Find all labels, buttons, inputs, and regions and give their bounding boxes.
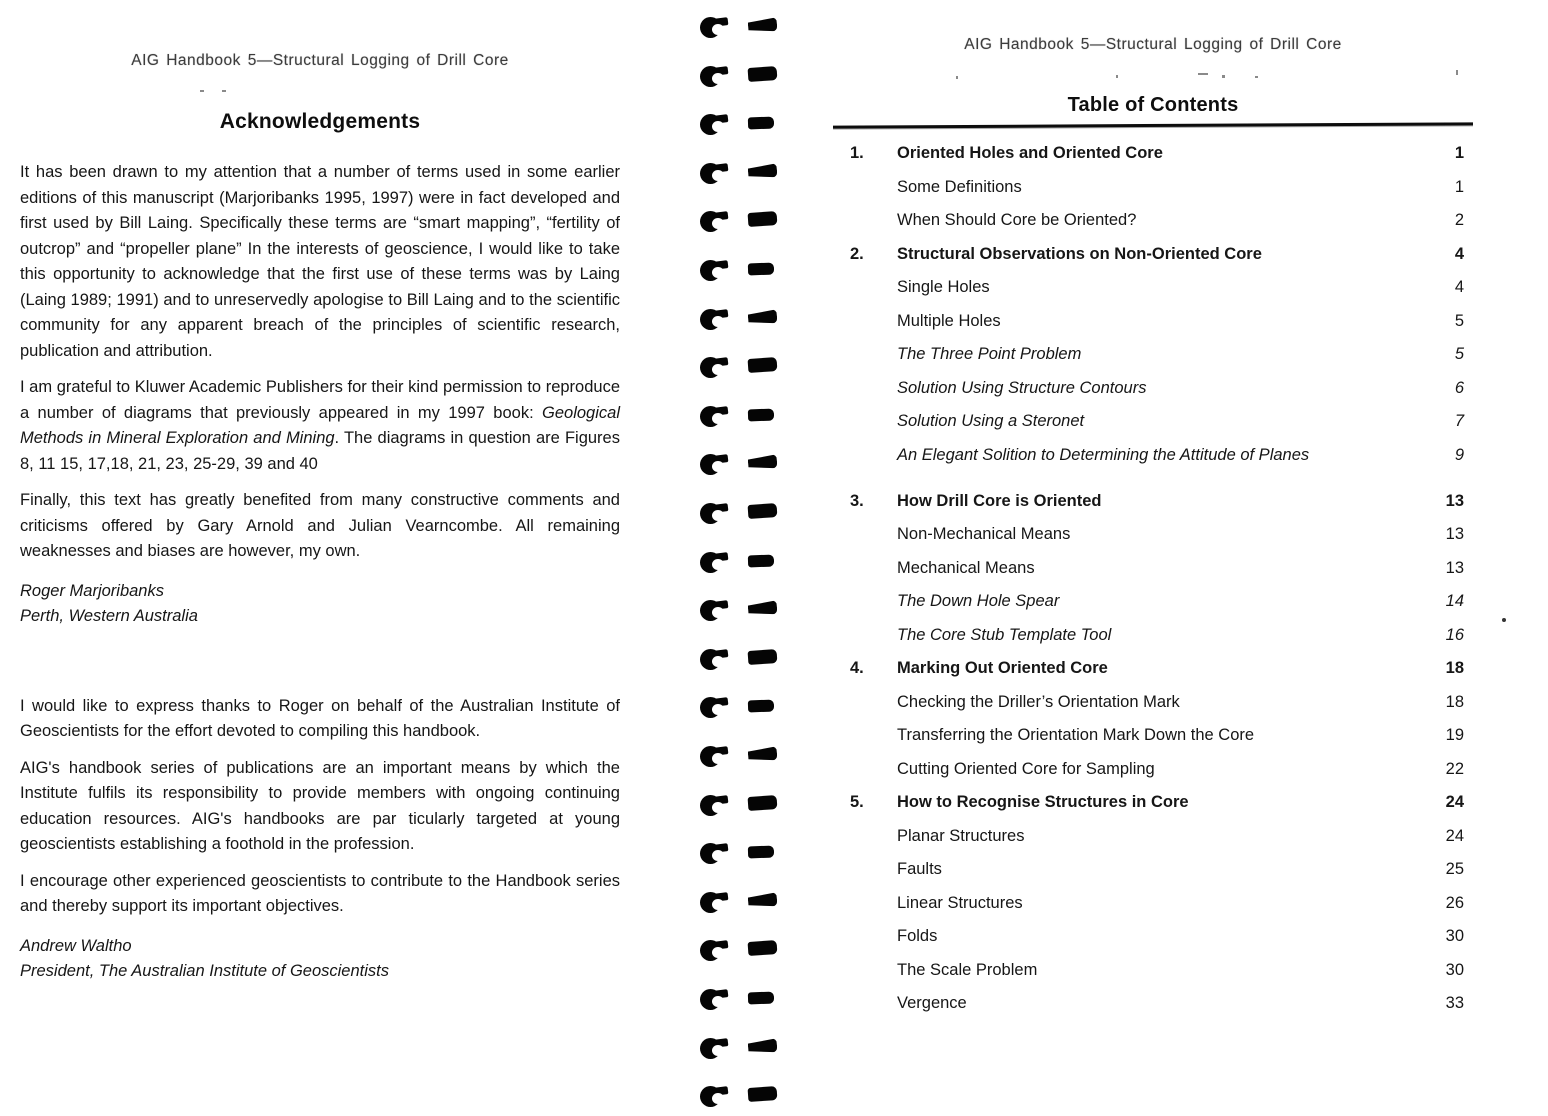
toc-entry-title: Solution Using Structure Contours — [897, 378, 1147, 397]
binding-mark-left-icon — [700, 986, 734, 1010]
binding-loop — [694, 937, 786, 963]
toc-entry-title: Some Definitions — [897, 177, 1022, 196]
scan-speck — [200, 90, 204, 92]
toc-title: Table of Contents — [1067, 94, 1239, 116]
toc-entry-title: Oriented Holes and Oriented Core — [897, 144, 1163, 162]
binding-mark-right-icon — [748, 66, 778, 82]
toc-list — [833, 143, 1473, 1013]
signature-block: Roger Marjoribanks Perth, Western Australia — [20, 581, 198, 625]
toc-entry-title: The Three Point Problem — [897, 345, 1082, 363]
toc-entry-page-number: 30 — [1445, 927, 1464, 945]
toc-entry-title: Cutting Oriented Core for Sampling — [897, 759, 1155, 778]
toc-entry-row — [833, 725, 1473, 745]
toc-entry-page-number: 33 — [1445, 994, 1464, 1012]
right-running-head: AIG Handbook 5—Structural Logging of Drill Core — [964, 36, 1342, 53]
binding-mark-left-icon — [700, 549, 734, 573]
acknowledgements-body — [20, 160, 620, 985]
scan-speck — [1255, 76, 1258, 78]
binding-mark-right-icon — [748, 600, 778, 615]
toc-entry-page-number: 22 — [1445, 759, 1464, 778]
text-segment: AIG's handbook series of publications are an important means by which the Institute fulfils its responsibility to provide members with ongoing continuing education resources. AIG's handbooks are par ticularly targeted at young geoscientists establishing a foothold in the profession. — [20, 758, 620, 853]
toc-entry-row — [833, 411, 1473, 431]
signature-block: Andrew Waltho President, The Australian Institute of Geoscientists — [20, 936, 389, 980]
toc-entry-page-number: 25 — [1445, 860, 1464, 878]
binding-loop — [694, 257, 786, 283]
binding-mark-left-icon — [700, 14, 734, 38]
left-page — [20, 0, 620, 985]
toc-entry-title: Structural Observations on Non-Oriented Core — [897, 244, 1262, 263]
binding-mark-right-icon — [748, 357, 778, 373]
binding-mark-right-icon — [748, 409, 774, 422]
toc-entry-title: Planar Structures — [897, 826, 1025, 845]
left-running-head: AIG Handbook 5—Structural Logging of Drill Core — [131, 52, 509, 69]
toc-entry-page-number: 18 — [1445, 692, 1464, 711]
toc-section-row — [833, 491, 1473, 511]
binding-mark-right-icon — [748, 892, 778, 907]
binding-mark-left-icon — [700, 597, 734, 621]
binding-mark-right-icon — [748, 117, 774, 130]
toc-entry-row — [833, 960, 1473, 980]
binding-mark-left-icon — [700, 306, 734, 330]
toc-entry-page-number: 19 — [1445, 726, 1464, 744]
binding-loop — [694, 646, 786, 672]
toc-entry-title: Vergence — [897, 994, 967, 1012]
toc-entry-row — [833, 692, 1473, 712]
binding-loop — [694, 451, 786, 477]
binding-mark-left-icon — [700, 403, 734, 427]
toc-entry-page-number: 18 — [1445, 659, 1464, 677]
toc-entry-row — [833, 826, 1473, 846]
paragraph — [20, 160, 620, 364]
spiral-binding — [694, 0, 786, 1116]
binding-mark-left-icon — [700, 694, 734, 718]
toc-entry-title: Marking Out Oriented Core — [897, 659, 1108, 677]
binding-loop — [694, 597, 786, 623]
toc-entry-page-number: 14 — [1445, 592, 1464, 610]
toc-entry-page-number: 24 — [1445, 826, 1464, 845]
binding-mark-right-icon — [748, 163, 778, 178]
toc-section-row — [833, 143, 1473, 163]
binding-mark-right-icon — [748, 795, 778, 811]
binding-mark-right-icon — [748, 846, 774, 859]
toc-entry-row — [833, 210, 1473, 230]
binding-mark-left-icon — [700, 257, 734, 281]
binding-mark-right-icon — [748, 940, 778, 956]
text-segment: It has been drawn to my attention that a number of terms used in some earlier editions of this manuscript (Marjoribanks 1995, 1997) were in fact developed and first used by Bill Laing. Specifically these terms are “smart mapping”, “fertility of outcrop” and “propeller plane” In the interests of geoscience, I would like to take this opportunity to acknowledge that the first use of these terms was by Laing (Laing 1989; 1991) and to unreservedly apologise to Bill Laing and to the scientific community for any apparent breach of the principles of scientific research, publication and attribution. — [20, 163, 620, 360]
text-segment: I would like to express thanks to Roger on behalf of the Australian Institute of Geoscientists for the effort devoted to compiling this handbook. — [20, 696, 620, 740]
toc-entry-title: Multiple Holes — [897, 311, 1001, 330]
binding-loop — [694, 354, 786, 380]
toc-entry-page-number: 4 — [1454, 278, 1464, 296]
toc-entry-row — [833, 344, 1473, 364]
toc-entry-row — [833, 625, 1473, 645]
toc-entry-title: Solution Using a Steronet — [897, 412, 1085, 430]
binding-mark-right-icon — [748, 454, 778, 469]
toc-entry-row — [833, 926, 1473, 946]
toc-entry-title: Mechanical Means — [897, 558, 1035, 577]
binding-loop — [694, 111, 786, 137]
scan-speck — [1456, 70, 1458, 75]
binding-loop — [694, 792, 786, 818]
binding-mark-left-icon — [700, 160, 734, 184]
binding-mark-right-icon — [748, 746, 778, 761]
binding-loop — [694, 549, 786, 575]
acknowledgements-title: Acknowledgements — [219, 110, 421, 133]
toc-entry-title: Folds — [897, 927, 938, 945]
toc-entry-page-number: 1 — [1454, 177, 1464, 196]
binding-loop — [694, 840, 786, 866]
scan-speck — [222, 90, 226, 92]
binding-mark-left-icon — [700, 208, 734, 232]
toc-entry-page-number: 5 — [1454, 311, 1464, 330]
toc-entry-row — [833, 445, 1473, 465]
toc-entry-title: An Elegant Solition to Determining the Attitude of Planes — [897, 445, 1310, 464]
toc-entry-title: Transferring the Orientation Mark Down the Core — [897, 726, 1255, 744]
toc-section-number: 3. — [850, 491, 864, 510]
text-segment: Finally, this text has greatly benefited from many constructive comments and criticisms offered by Gary Arnold and Julian Vearncombe. All remaining weaknesses and biases are however, my own. — [20, 491, 620, 560]
binding-mark-left-icon — [700, 937, 734, 961]
toc-entry-row — [833, 378, 1473, 398]
binding-mark-left-icon — [700, 1083, 734, 1107]
toc-entry-row — [833, 524, 1473, 544]
toc-entry-title: Non-Mechanical Means — [897, 525, 1071, 543]
toc-entry-row — [833, 759, 1473, 779]
toc-entry-title: How Drill Core is Oriented — [897, 491, 1102, 510]
binding-mark-left-icon — [700, 743, 734, 767]
paragraph — [20, 375, 620, 477]
toc-entry-page-number: 16 — [1445, 625, 1464, 644]
toc-entry-row — [833, 893, 1473, 913]
binding-mark-right-icon — [748, 992, 774, 1005]
binding-loop — [694, 306, 786, 332]
binding-mark-right-icon — [748, 700, 774, 713]
scan-speck — [1116, 75, 1118, 78]
toc-entry-page-number: 24 — [1445, 793, 1464, 811]
binding-loop — [694, 889, 786, 915]
toc-entry-page-number: 13 — [1445, 525, 1464, 543]
text-segment: . The diagrams in question are Figures 8, 11 15, 17,18, 21, 23, 25-29, 39 and 40 — [20, 429, 620, 473]
toc-entry-title: When Should Core be Oriented? — [897, 211, 1137, 229]
binding-mark-left-icon — [700, 111, 734, 135]
binding-mark-right-icon — [748, 211, 778, 227]
toc-rule — [833, 122, 1473, 128]
scan-speck — [956, 76, 958, 79]
binding-loop — [694, 208, 786, 234]
toc-entry-title: Faults — [897, 860, 942, 878]
toc-entry-row — [833, 311, 1473, 331]
paragraph — [20, 756, 620, 858]
toc-section-row — [833, 792, 1473, 812]
paragraph — [20, 488, 620, 565]
paragraph — [20, 694, 620, 745]
toc-entry-title: Linear Structures — [897, 893, 1023, 912]
binding-loop — [694, 986, 786, 1012]
toc-section-row — [833, 244, 1473, 264]
toc-entry-row — [833, 591, 1473, 611]
toc-entry-title: The Core Stub Template Tool — [897, 625, 1112, 644]
toc-entry-page-number: 2 — [1454, 211, 1464, 229]
toc-entry-page-number: 7 — [1454, 412, 1464, 430]
binding-loop — [694, 500, 786, 526]
toc-entry-title: Single Holes — [897, 278, 990, 296]
binding-loop — [694, 63, 786, 89]
toc-entry-page-number: 1 — [1454, 144, 1464, 162]
binding-mark-right-icon — [748, 17, 778, 32]
toc-section-number: 2. — [850, 244, 864, 263]
toc-entry-row — [833, 558, 1473, 578]
scan-speck — [1198, 73, 1208, 75]
toc-entry-row — [833, 277, 1473, 297]
toc-entry-page-number: 13 — [1445, 558, 1464, 577]
binding-mark-left-icon — [700, 354, 734, 378]
binding-mark-left-icon — [700, 63, 734, 87]
toc-entry-title: The Scale Problem — [897, 960, 1038, 979]
toc-entry-row — [833, 859, 1473, 879]
text-segment: I am grateful to Kluwer Academic Publishers for their kind permission to reproduce a number of diagrams that previously appeared in my 1997 book: — [20, 378, 620, 422]
binding-mark-right-icon — [748, 555, 774, 568]
paragraph — [20, 869, 620, 920]
binding-loop — [694, 1083, 786, 1109]
toc-entry-title: Checking the Driller’s Orientation Mark — [897, 692, 1180, 711]
scan-speck — [1222, 75, 1225, 78]
binding-mark-left-icon — [700, 792, 734, 816]
binding-mark-left-icon — [700, 451, 734, 475]
binding-loop — [694, 403, 786, 429]
binding-mark-right-icon — [748, 1038, 778, 1053]
binding-loop — [694, 694, 786, 720]
italic-text-segment: Geological Methods in Mineral Exploration and Mining — [20, 403, 620, 447]
toc-section-number: 4. — [850, 659, 864, 677]
binding-mark-right-icon — [748, 309, 778, 324]
binding-mark-left-icon — [700, 889, 734, 913]
binding-mark-right-icon — [748, 503, 778, 519]
toc-entry-row — [833, 993, 1473, 1013]
binding-loop — [694, 14, 786, 40]
toc-entry-title: The Down Hole Spear — [897, 592, 1060, 610]
scan-speck — [1502, 618, 1506, 622]
right-page — [833, 0, 1473, 1027]
toc-entry-page-number: 6 — [1454, 378, 1464, 397]
toc-entry-page-number: 30 — [1445, 960, 1464, 979]
binding-mark-left-icon — [700, 646, 734, 670]
text-segment: I encourage other experienced geoscientists to contribute to the Handbook series and thereby support its important objectives. — [20, 871, 620, 915]
toc-section-number: 5. — [850, 793, 864, 811]
toc-section-number: 1. — [850, 144, 864, 162]
toc-entry-page-number: 26 — [1445, 893, 1464, 912]
toc-entry-row — [833, 177, 1473, 197]
binding-mark-right-icon — [748, 263, 774, 276]
toc-entry-title: How to Recognise Structures in Core — [897, 793, 1189, 811]
binding-loop — [694, 743, 786, 769]
binding-loop — [694, 1035, 786, 1061]
binding-mark-left-icon — [700, 500, 734, 524]
binding-mark-left-icon — [700, 840, 734, 864]
binding-loop — [694, 160, 786, 186]
binding-mark-left-icon — [700, 1035, 734, 1059]
binding-mark-right-icon — [748, 649, 778, 665]
toc-entry-page-number: 5 — [1454, 345, 1464, 363]
toc-entry-page-number: 13 — [1445, 491, 1464, 510]
binding-mark-right-icon — [748, 1086, 778, 1102]
toc-entry-page-number: 4 — [1454, 244, 1464, 263]
toc-section-row — [833, 658, 1473, 678]
toc-entry-page-number: 9 — [1454, 445, 1464, 464]
